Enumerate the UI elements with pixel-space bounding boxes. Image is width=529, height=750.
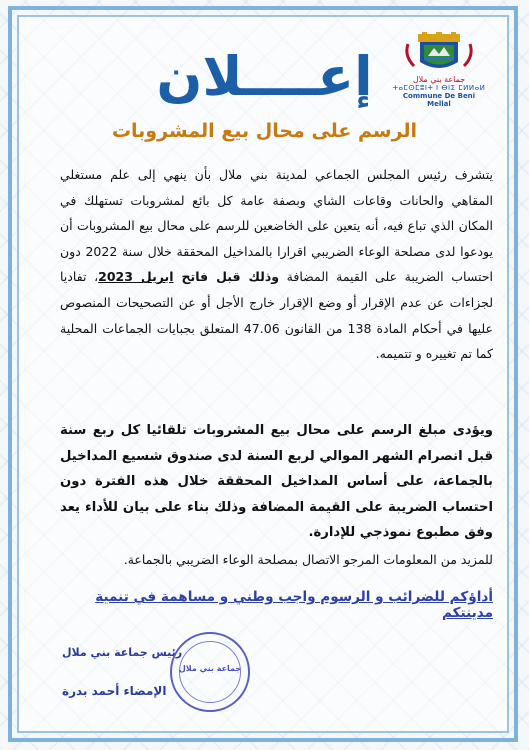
paragraph-1-part-a: يتشرف رئيس المجلس الجماعي لمدينة بني ملال بأن ينهي إلى علم مستغلي المقاهي والحانات وقاعات الشاي وبصفة عامة كل بائع لمشروبات تستهلك في المكان الذي تباع فيه، أنه يتعين على الخاضعين للرسم على محال بيع المشروبات أن يودعوا لدى مصلحة الوعاء الضريبي اقرارا بالمداخيل المحققة خلال سنة 2022 دون احتساب الضريبة على القيمة المضافة [60, 167, 493, 285]
logo-name-tifinagh: ⵜⴰⵎⵙⵎⵓⵏⵜ ⵏ ⴱⵏⵉ ⵎⵍⵍⴰⵍ [392, 84, 486, 92]
official-stamp [170, 632, 250, 712]
slogan: أداؤكم للضرائب و الرسوم واجب وطني و مساهمة في تنمية مدينتكم [95, 589, 493, 621]
signature-block [52, 632, 262, 722]
paragraph-1-bold: وذلك قبل فاتح [173, 269, 280, 285]
paragraph-1-part-b: ، تفاديا لجزاءات عن عدم الإقرار أو وضع الإقرار خارج الأجل أو عن التصحيحات المنصوص عليها في أحكام المادة 138 من القانون 47.06 المتعلق بجبايات الجماعات المحلية كما تم تغييره و تتميمه. [60, 269, 494, 362]
page-subtitle: الرسم على محال بيع المشروبات [111, 120, 418, 142]
paragraph-3: للمزيد من المعلومات المرجو الاتصال بمصلحة الوعاء الضريبي بالجماعة. [123, 552, 493, 567]
paragraph-1-deadline: ابريل 2023 [98, 269, 174, 285]
stamp-text: جماعة بني ملال [178, 664, 242, 673]
paragraph-2: ويؤدى مبلغ الرسم على محال بيع المشروبات تلقائيا كل ربع سنة قبل انصرام الشهر الموالي لربع السنة لدى صندوق شسيع المداخيل بالجماعة، على أساس المداخيل المحققة خلال هذه الفترة دون احتساب الضريبة على القيمة المضافة وذلك بناء على بيان للأداء يعد وفق مطبوع نموذجي للإدارة. [60, 423, 493, 540]
signature-name: الإمضاء أحمد بدرة [62, 684, 167, 698]
paragraph-1 [60, 162, 493, 367]
page-title: إعــــلان [156, 45, 373, 108]
logo-name-french: Commune De Beni Mellal [402, 92, 476, 108]
logo-name-arabic: جماعة بني ملال [412, 75, 466, 84]
signature-title: رئيس جماعة بني ملال [62, 646, 183, 659]
